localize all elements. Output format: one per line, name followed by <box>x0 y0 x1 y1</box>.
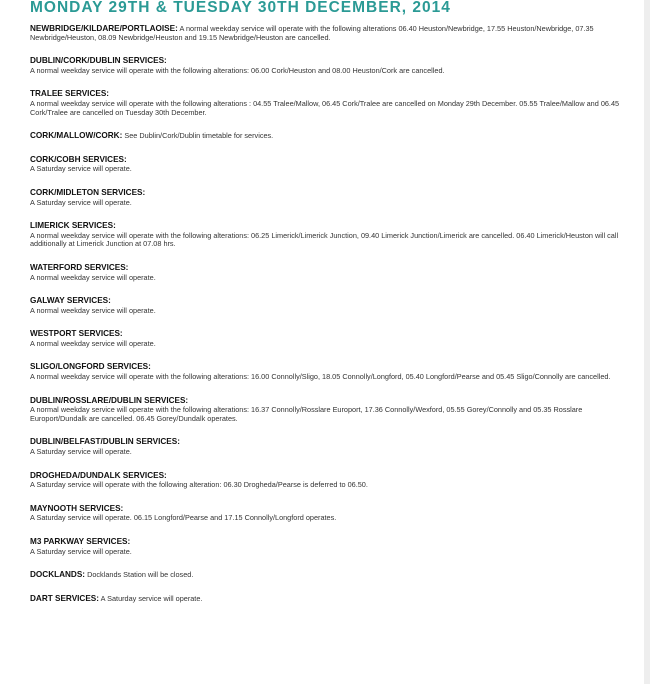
section-title: CORK/MALLOW/CORK: <box>30 131 123 141</box>
section-title: DOCKLANDS: <box>30 570 86 580</box>
service-section <box>30 56 622 75</box>
service-section <box>30 594 622 604</box>
service-section <box>30 537 622 556</box>
section-title: CORK/COBH SERVICES: <box>30 154 127 164</box>
service-section <box>30 221 622 249</box>
section-body <box>30 329 622 348</box>
section-body <box>30 188 622 207</box>
service-section <box>30 155 622 174</box>
section-text: Docklands Station will be closed. <box>87 570 194 580</box>
section-body <box>30 362 622 381</box>
section-title: DUBLIN/BELFAST/DUBLIN SERVICES: <box>30 437 180 447</box>
section-text: See Dublin/Cork/Dublin timetable for services. <box>124 131 274 141</box>
section-body <box>30 155 622 174</box>
section-title: MAYNOOTH SERVICES: <box>30 503 124 513</box>
section-body <box>30 594 622 604</box>
service-section <box>30 296 622 315</box>
section-title: WESTPORT SERVICES: <box>30 329 123 339</box>
notice-heading: MONDAY 29TH & TUESDAY 30TH DECEMBER, 2014 <box>30 0 451 16</box>
section-title: GALWAY SERVICES: <box>30 296 111 306</box>
section-body <box>30 396 622 424</box>
section-text: A normal weekday service will operate with the following alterations : 04.55 Tralee/Mallow, 06.45 Cork/Tralee are cancelled on Monday 29th December. 05.55 Tralee/Mallow and 06.45 Cork/Tralee are cancelled on Tuesday 30th December. <box>30 98 620 117</box>
section-body <box>30 504 622 523</box>
section-title: CORK/MIDLETON SERVICES: <box>30 187 146 197</box>
section-body <box>30 56 622 75</box>
section-body <box>30 296 622 315</box>
section-body <box>30 24 622 42</box>
section-title: M3 PARKWAY SERVICES: <box>30 537 131 546</box>
section-text: A Saturday service will operate with the following alteration: 06.30 Drogheda/Pearse is deferred to 06.50. <box>30 480 368 490</box>
section-title: DROGHEDA/DUNDALK SERVICES: <box>30 470 167 480</box>
section-text: A normal weekday service will operate with the following alterations: 16.37 Connolly/Rosslare Europort, 17.36 Connolly/Wexford, 05.55 Gorey/Connolly and 05.35 Rosslare Europort/Dundalk are cancelled. 06.45 Gorey/Dundalk operates. <box>30 405 583 423</box>
section-text: A Saturday service will operate. <box>30 447 132 457</box>
section-text: A normal weekday service will operate. <box>30 305 156 315</box>
section-text: A normal weekday service will operate with the following alterations: 06.00 Cork/Heuston and 08.00 Heuston/Cork are cancelled. <box>30 65 445 75</box>
section-text: A normal weekday service will operate with the following alterations: 16.00 Connolly/Sligo, 18.05 Connolly/Longford, 05.40 Longford/Pearse and 05.45 Sligo/Connolly are cancelled. <box>30 372 611 382</box>
service-section <box>30 131 622 141</box>
service-section <box>30 504 622 523</box>
section-text: A Saturday service will operate. <box>30 197 132 207</box>
section-title: DART SERVICES: <box>30 593 99 603</box>
service-section <box>30 24 622 42</box>
service-sections-list <box>30 24 622 603</box>
section-title: LIMERICK SERVICES: <box>30 221 116 231</box>
service-section <box>30 188 622 207</box>
section-title: WATERFORD SERVICES: <box>30 262 129 272</box>
section-title: NEWBRIDGE/KILDARE/PORTLAOISE: <box>30 24 178 33</box>
section-body <box>30 221 622 249</box>
section-text: A Saturday service will operate. <box>30 164 132 174</box>
section-text: A normal weekday service will operate. <box>30 272 156 282</box>
section-body <box>30 89 622 117</box>
section-body <box>30 570 622 580</box>
service-section <box>30 396 622 424</box>
section-text: A normal weekday service will operate with the following alterations: 06.25 Limerick/Limerick Junction, 09.40 Limerick Junction/Limerick are cancelled. 06.40 Limerick/Heuston will call additionally at Limerick Junction at 07.08 hrs. <box>30 230 619 249</box>
section-text: A normal weekday service will operate. <box>30 338 156 348</box>
section-title: TRALEE SERVICES: <box>30 89 110 99</box>
section-body <box>30 537 622 556</box>
service-section <box>30 329 622 348</box>
service-section <box>30 89 622 117</box>
section-text: A Saturday service will operate. <box>100 593 203 603</box>
service-section <box>30 362 622 381</box>
section-body <box>30 471 622 490</box>
service-section <box>30 471 622 490</box>
section-title: SLIGO/LONGFORD SERVICES: <box>30 362 151 372</box>
service-section <box>30 570 622 580</box>
section-title: DUBLIN/ROSSLARE/DUBLIN SERVICES: <box>30 395 189 405</box>
section-text: A normal weekday service will operate with the following alterations 06.40 Heuston/Newbridge, 17.55 Heuston/Newbridge, 07.35 Newbridge/Heuston, 08.09 Newbridge/Heuston and 19.15 Newbridge/Heuston are cancelled. <box>30 24 594 42</box>
service-section <box>30 437 622 456</box>
section-body <box>30 263 622 282</box>
section-text: A Saturday service will operate. <box>30 546 132 556</box>
service-section <box>30 263 622 282</box>
section-body <box>30 131 622 141</box>
section-title: DUBLIN/CORK/DUBLIN SERVICES: <box>30 56 167 66</box>
section-text: A Saturday service will operate. 06.15 Longford/Pearse and 17.15 Connolly/Longford operates. <box>30 513 337 523</box>
section-body <box>30 437 622 456</box>
